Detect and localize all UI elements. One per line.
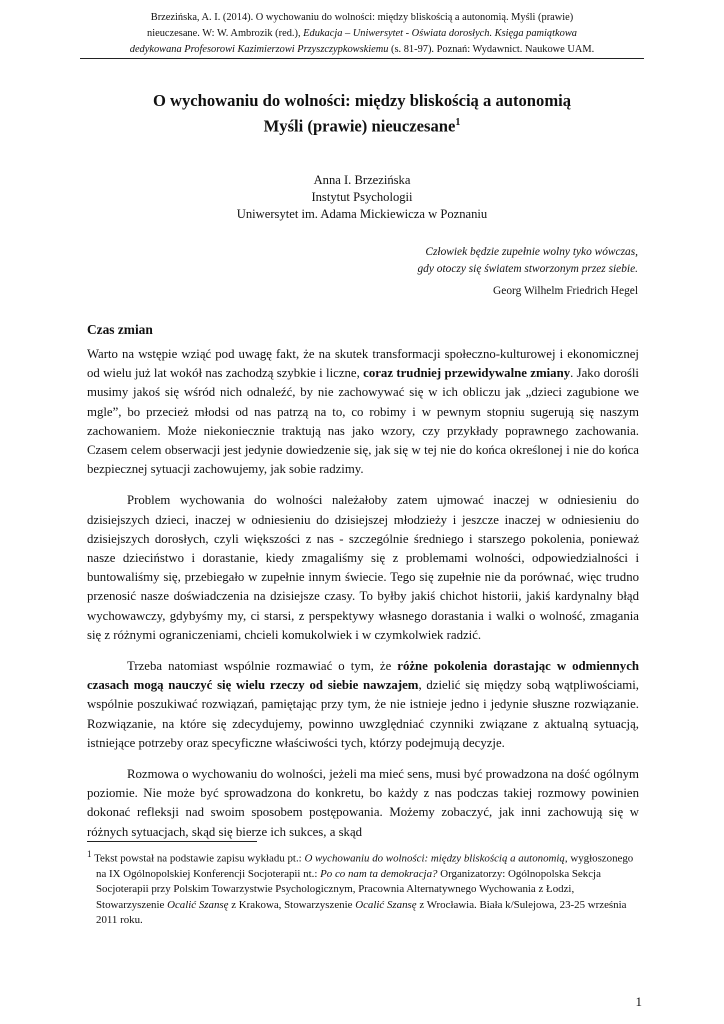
- footnote-separator: [87, 841, 257, 842]
- title-line-2: Myśli (prawie) nieuczesane$^1$: [263, 116, 461, 136]
- footnote: [87, 847, 643, 929]
- author-name: Anna I. Brzezińska: [313, 173, 411, 187]
- page-title: [70, 90, 654, 138]
- author-institute: Instytut Psychologii: [311, 190, 413, 204]
- paragraph-2: Problem wychowania do wolności należałoby zatem ujmować inaczej w odniesieniu do dzisiejszych dzieci, inaczej w odniesieniu do dzisiejszej młodzieży i jeszcze inaczej w odniesieniu do dzisiejszych dorosłych, czyli większości z nas - szczególnie średniego i starszego pokolenia, ponieważ nasze dzieciństwo i dorastanie, kiedy zmagaliśmy się z problemami wolności, odpowiedzialności i buntowaliśmy się, przebiegało w zupełnie innym świecie. Tego się zupełnie nie da porównać, więc trudno przenosić nasze doświadczenia na dzisiejsze czasy. To byłby jakiś chichot historii, jakiś kardynalny błąd wychowawczy, gdybyśmy my, ci starsi, z perspektywy własnego dorastania i walki o wolność, zmagania się z różnymi ograniczeniami, chcieli komukolwiek i w czymkolwiek radzić.: [87, 493, 639, 642]
- paragraph-3: Trzeba natomiast wspólnie rozmawiać o tym, że różne pokolenia dorastając w odmiennych czasach mogą nauczyć się wielu rzeczy od siebie nawzajem, dzielić się między sobą wątpliwościami, wspólnie poszukiwać rozwiązań, pamiętając przy tym, że nie istnieje jedno i jedynie słuszne rozwiązanie. Rozwiązanie, na które się zdecydujemy, powinno uwzględniać czynniki związane z aktualną sytuacją, istniejące potrzeby oraz specyficzne właściwości tych, którzy podejmują decyzje.: [87, 659, 639, 750]
- header-line-2: nieuczesane. W: W. Ambrozik (red.), Edukacja – Uniwersytet - Oświata dorosłych. Księga pamiątkowa: [147, 28, 577, 39]
- footnote-marker: 1: [87, 849, 92, 859]
- paragraph-4: Rozmowa o wychowaniu do wolności, jeżeli ma mieć sens, musi być prowadzona na dość ogólnym poziomie. Nie może być sprowadzona do konkretu, bo każdy z nas podczas takiej rozmowy powinien dokonać refleksji nad swoim sposobem postępowania. Możemy zobaczyć, jak inni zachowują się w różnych sytuacjach, skąd się bierze ich sukces, a skąd: [87, 767, 639, 839]
- body-text: [87, 345, 639, 854]
- section-heading: Czas zmian: [87, 322, 153, 337]
- epigraph: [417, 244, 638, 300]
- header-rule: [80, 58, 644, 59]
- header-line-1: Brzezińska, A. I. (2014). O wychowaniu do wolności: między bliskością a autonomią. Myśli (prawie): [150, 12, 574, 23]
- author-university: Uniwersytet im. Adama Mickiewicza w Poznaniu: [236, 207, 488, 221]
- epigraph-attribution: Georg Wilhelm Friedrich Hegel: [493, 285, 638, 297]
- paragraph-1: Warto na wstępie wziąć pod uwagę fakt, że na skutek transformacji społeczno-kulturowej i ekonomicznej od wielu już lat wokół nas zachodzą szybkie i liczne, coraz trudniej przewidywalne zmiany. Jako dorośli musimy jakoś się wśród nich odnaleźć, by nie zachowywać się w ich obliczu jak „dzieci zagubione we mgle”, bo przecież młodsi od nas patrzą na to, co robimy i w pewnym stopniu sugerują się naszym zachowaniem. Może niekoniecznie traktują nas jako wzory, czy przykłady poprawnego zachowania. Czasem celem obserwacji jest jedynie dowiedzenie się, jak się w tej nie do końca określonej i nie do końca bezpiecznej sytuacji zachowujemy, jak sobie radzimy.: [87, 347, 639, 477]
- title-footnote-marker[interactable]: 1: [455, 117, 461, 128]
- header-line-3: dedykowana Profesorowi Kazimierzowi Przyszczypkowskiemu (s. 81-97). Poznań: Wydawnict. Naukowe UAM.: [129, 44, 595, 55]
- author-block: [70, 172, 654, 223]
- epigraph-line-1: Człowiek będzie zupełnie wolny tyko wówczas,: [425, 246, 638, 258]
- page-number: 1: [635, 994, 642, 1009]
- epigraph-line-2: gdy otoczy się światem stworzonym przez siebie.: [417, 263, 638, 275]
- footnote-text: $^1$ Tekst powstał na podstawie zapisu wykładu pt.: O wychowaniu do wolności: między bliskością a autonomią, wygłoszonego na IX Ogólnopolskiej Konferencji Socjoterapii nt.: Po co nam ta demokracja? Organizatorzy: Ogólnopolska Sekcja Socjoterapii przy Polskim Towarzystwie Psychologicznym, Pracownia Alternatywnego Wychowania z Łodzi, Stowarzyszenie Ocalić Szansę z Krakowa, Stowarzyszenie Ocalić Szansę z Wrocławia. Biała k/Sulejowa, 23-25 września 2011 roku.: [87, 849, 634, 927]
- citation-header: [80, 10, 644, 59]
- title-line-1: O wychowaniu do wolności: między bliskością a autonomią: [152, 91, 572, 110]
